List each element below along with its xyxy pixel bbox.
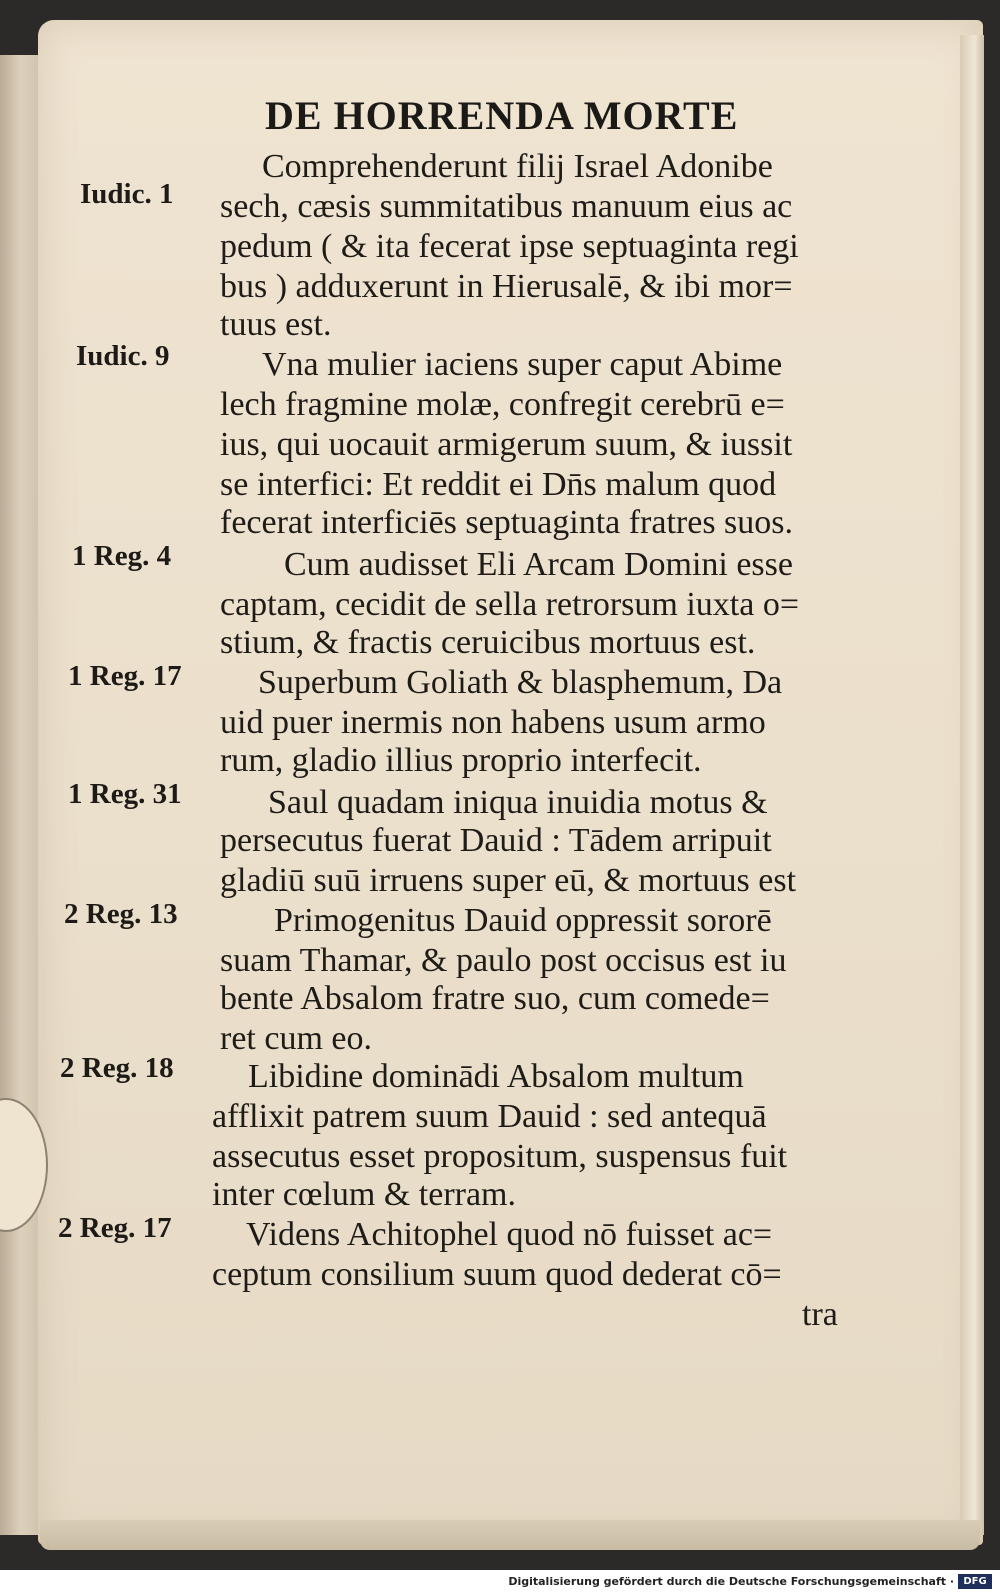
page-bottom-edge	[40, 1520, 980, 1550]
text-line: bente Absalom fratre suo, cum comede=	[220, 980, 770, 1017]
margin-note: 2 Reg. 17	[58, 1212, 172, 1244]
text-line: Libidine dominādi Absalom multum	[248, 1058, 744, 1095]
text-line: Comprehenderunt filij Israel Adonibe	[262, 148, 773, 185]
text-line: afflixit patrem suum Dauid : sed antequā	[212, 1098, 767, 1135]
text-line: suam Thamar, & paulo post occisus est iu	[220, 942, 787, 979]
text-line: bus ) adduxerunt in Hierusalē, & ibi mor=	[220, 268, 793, 305]
text-line: tuus est.	[220, 306, 332, 343]
text-line: pedum ( & ita fecerat ipse septuaginta regi	[220, 228, 799, 265]
text-line: ret cum eo.	[220, 1020, 372, 1057]
text-line: uid puer inermis non habens usum armo	[220, 704, 766, 741]
text-line: Superbum Goliath & blasphemum, Da	[258, 664, 783, 701]
text-line: fecerat interficiēs septuaginta fratres suos.	[220, 504, 794, 541]
text-line: Videns Achitophel quod nō fuisset ac=	[246, 1216, 773, 1253]
text-line: sech, cæsis summitatibus manuum eius ac	[220, 188, 793, 225]
text-line: lech fragmine molæ, confregit cerebrū e=	[220, 386, 785, 423]
margin-note: Iudic. 9	[76, 340, 170, 372]
funding-credit: Digitalisierung gefördert durch die Deutsche Forschungsgemeinschaft ·	[508, 1575, 954, 1588]
margin-note: 2 Reg. 18	[60, 1052, 174, 1084]
text-line: persecutus fuerat Dauid : Tādem arripuit	[220, 822, 772, 859]
margin-note: Iudic. 1	[80, 178, 174, 210]
text-line: Primogenitus Dauid oppressit sororē	[274, 902, 772, 939]
text-line: inter cœlum & terram.	[212, 1176, 517, 1213]
margin-note: 1 Reg. 4	[72, 540, 172, 572]
text-line: Cum audisset Eli Arcam Domini esse	[284, 546, 793, 583]
text-line: gladiū suū irruens super eū, & mortuus est	[220, 862, 797, 899]
dfg-logo: DFG	[958, 1574, 992, 1589]
text-line: se interfici: Et reddit ei Dn̄s malum quod	[220, 466, 777, 503]
margin-note: 2 Reg. 13	[64, 898, 178, 930]
running-head: DE HORRENDA MORTE	[265, 93, 739, 138]
margin-note: 1 Reg. 17	[68, 660, 182, 692]
text-line: Vna mulier iaciens super caput Abime	[262, 346, 783, 383]
catchword: tra	[802, 1296, 838, 1333]
text-line: stium, & fractis ceruicibus mortuus est.	[220, 624, 756, 661]
text-line: assecutus esset propositum, suspensus fuit	[212, 1138, 788, 1175]
text-line: captam, cecidit de sella retrorsum iuxta o=	[220, 586, 800, 623]
text-line: Saul quadam iniqua inuidia motus &	[268, 784, 768, 821]
text-line: ceptum consilium suum quod dederat cō=	[212, 1256, 782, 1293]
text-line: rum, gladio illius proprio interfecit.	[220, 742, 702, 779]
margin-note: 1 Reg. 31	[68, 778, 182, 810]
page-fore-edge	[960, 35, 984, 1535]
text-line: ius, qui uocauit armigerum suum, & iussit	[220, 426, 793, 463]
